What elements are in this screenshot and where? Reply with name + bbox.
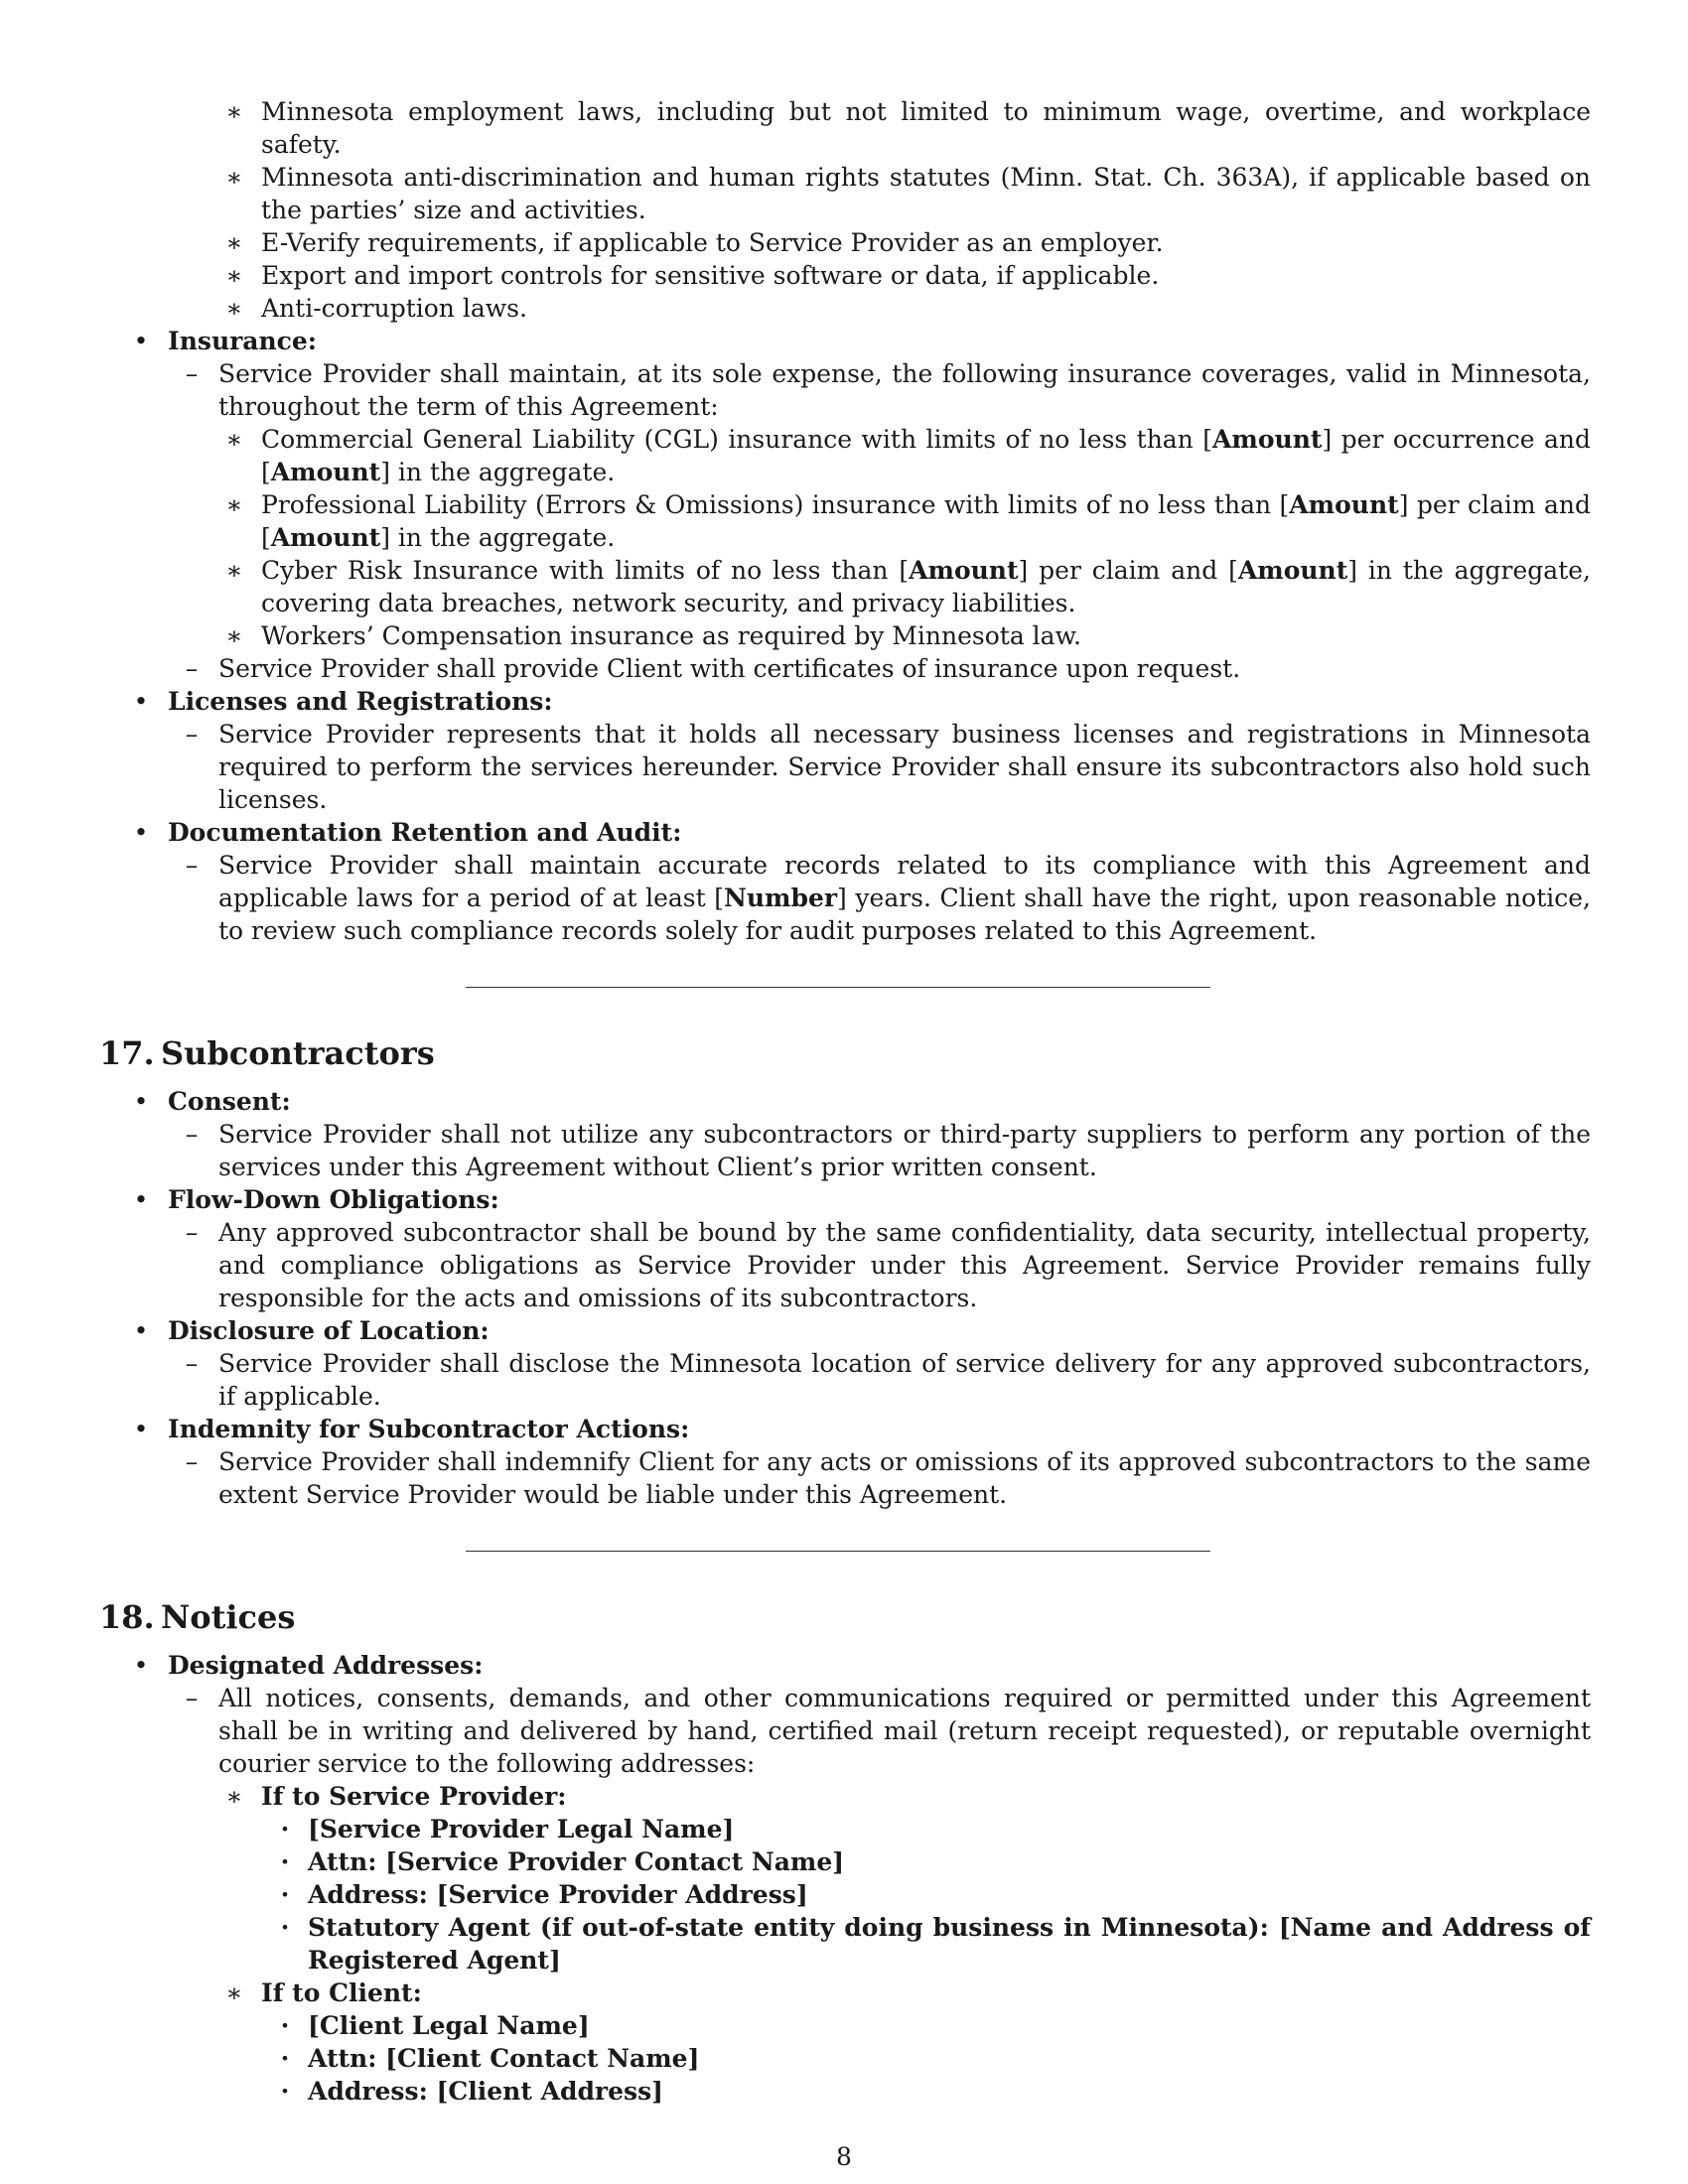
insurance-certificates: Service Provider shall provide Client with certificates of insurance upon request. xyxy=(218,654,1241,683)
dash-marker: – xyxy=(185,654,199,683)
dash-marker: – xyxy=(185,1349,199,1378)
documentation-text: years. Client shall have the right, upon reasonable notice, to review such compliance records solely for audit purposes related to this Agreement. xyxy=(218,884,1591,945)
bullet-marker: • xyxy=(133,687,149,716)
coverage-text: Cyber Risk Insurance with limits of no less than xyxy=(261,556,900,585)
dot-marker: · xyxy=(280,1815,290,1843)
coverage-text: Workers’ Compensation insurance as required by Minnesota law. xyxy=(261,621,1081,650)
clause-text-item xyxy=(159,1445,1591,1511)
address-text: [Service Provider Legal Name] xyxy=(308,1815,735,1843)
recipient-label: If to Client: xyxy=(261,1979,422,2007)
compliance-laws-subitem xyxy=(159,95,1591,325)
dot-marker: · xyxy=(280,1847,290,1876)
clause-heading: Indemnity for Subcontractor Actions: xyxy=(168,1415,690,1443)
subcontractor-clause xyxy=(99,1413,1591,1511)
bullet-marker: • xyxy=(133,1651,149,1680)
subcontractor-clause xyxy=(99,1183,1591,1314)
page-number: 8 xyxy=(836,2142,852,2171)
address-text: [Client Legal Name] xyxy=(308,2011,590,2040)
dot-marker: · xyxy=(280,1913,290,1942)
compliance-section-continued xyxy=(99,95,1591,947)
section-divider xyxy=(466,1551,1210,1552)
star-marker: ∗ xyxy=(225,97,243,126)
amount-placeholder: Amount xyxy=(270,523,381,552)
address-line xyxy=(261,1813,1591,1845)
dash-marker: – xyxy=(185,1218,199,1247)
coverage-text: per occurrence and xyxy=(1332,425,1591,454)
recipient-list xyxy=(210,1780,1591,2108)
compliance-law-text: Minnesota anti-discrimination and human rights statutes (Minn. Stat. Ch. 363A), if applicable based on the parties’ size and activities. xyxy=(261,163,1591,224)
compliance-law-item xyxy=(210,259,1591,292)
compliance-laws-sublist xyxy=(159,95,1591,325)
clause-text-item xyxy=(159,1682,1591,2108)
section-17-list xyxy=(99,1085,1591,1511)
licenses-heading: Licenses and Registrations: xyxy=(168,687,553,716)
coverage-text: Commercial General Liability (CGL) insurance with limits of no less than xyxy=(261,425,1203,454)
clause-text: Service Provider shall not utilize any subcontractors or third-party suppliers to perform any portion of the services under this Agreement without Client’s prior written consent. xyxy=(218,1120,1591,1181)
address-text: Attn: [Service Provider Contact Name] xyxy=(308,1847,845,1876)
compliance-law-item xyxy=(210,226,1591,259)
dash-marker: – xyxy=(185,1684,199,1712)
compliance-laws-list xyxy=(210,95,1591,325)
clause-heading: Consent: xyxy=(168,1087,291,1116)
address-line xyxy=(261,1878,1591,1911)
bullet-marker: • xyxy=(133,818,149,847)
dot-marker: · xyxy=(280,2044,290,2073)
coverage-cgl: ∗ Commercial General Liability (CGL) insurance with limits of no less than [Amount] per occurrence and [Amount] in the aggregate. xyxy=(225,425,1591,486)
dot-marker: · xyxy=(280,2011,290,2040)
compliance-law-text: Export and import controls for sensitive software or data, if applicable. xyxy=(261,261,1160,290)
bullet-marker: • xyxy=(133,1185,149,1214)
compliance-law-item xyxy=(210,292,1591,325)
amount-placeholder: Amount xyxy=(1237,556,1348,585)
section-17-heading xyxy=(99,1033,1591,1073)
clause-heading: Flow-Down Obligations: xyxy=(168,1185,499,1214)
documentation-text-item: – Service Provider shall maintain accurate records related to its compliance with this Agreement and applicable laws for a period of at least [Number] years. Client shall have the right, upon reasonable notice, to review such compliance records solely for audit purposes related to this Agreement. xyxy=(159,849,1591,947)
subcontractor-clause xyxy=(99,1314,1591,1413)
clause-heading: Designated Addresses: xyxy=(168,1651,484,1680)
insurance-heading: Insurance: xyxy=(168,327,318,355)
coverage-professional: ∗ Professional Liability (Errors & Omissions) insurance with limits of no less than [Amount] per claim and [Amount] in the aggregate. xyxy=(225,490,1591,552)
documentation-heading: Documentation Retention and Audit: xyxy=(168,818,682,847)
coverage-text: per claim and xyxy=(1028,556,1229,585)
star-marker: ∗ xyxy=(225,1782,243,1811)
section-divider xyxy=(466,987,1210,988)
address-lines xyxy=(261,1813,1591,1977)
address-text: Attn: [Client Contact Name] xyxy=(308,2044,700,2073)
amount-placeholder: Amount xyxy=(1212,425,1323,454)
section-number: 17. xyxy=(99,1034,155,1072)
star-marker: ∗ xyxy=(225,261,243,290)
designated-addresses-clause xyxy=(99,1649,1591,2108)
star-marker: ∗ xyxy=(225,1979,243,2007)
clause-text: All notices, consents, demands, and other communications required or permitted under this Agreement shall be in writing and delivered by hand, certified mail (return receipt requested), or reputable overnight courier service to the following addresses: xyxy=(218,1684,1591,1778)
address-line xyxy=(261,2075,1591,2108)
section-title: Subcontractors xyxy=(161,1034,435,1072)
insurance-certificates-item xyxy=(159,652,1591,685)
documentation-text: Service Provider shall maintain accurate records related to its compliance with this Agreement and applicable laws for a period of at least xyxy=(218,851,1591,912)
section-title: Notices xyxy=(161,1598,296,1636)
dot-marker: · xyxy=(280,2077,290,2106)
coverage-text: Professional Liability (Errors & Omissions) insurance with limits of no less than xyxy=(261,490,1280,519)
clause-text-item xyxy=(159,1216,1591,1314)
insurance-intro: Service Provider shall maintain, at its sole expense, the following insurance coverages, valid in Minnesota, throughout the term of this Agreement: xyxy=(218,359,1591,421)
number-placeholder: Number xyxy=(724,884,838,912)
star-marker: ∗ xyxy=(225,556,243,585)
recipient-service-provider xyxy=(210,1780,1591,1977)
star-marker: ∗ xyxy=(225,425,243,454)
coverage-workers-comp xyxy=(210,619,1591,652)
clause-heading: Disclosure of Location: xyxy=(168,1316,490,1345)
amount-placeholder: Amount xyxy=(1289,490,1399,519)
clause-sublist xyxy=(159,1118,1591,1183)
amount-placeholder: Amount xyxy=(270,458,381,486)
clause-sublist xyxy=(159,1216,1591,1314)
clause-text: Service Provider shall indemnify Client for any acts or omissions of its approved subcontractors to the same extent Service Provider would be liable under this Agreement. xyxy=(218,1447,1591,1509)
address-lines xyxy=(261,2009,1591,2108)
licenses-text: Service Provider represents that it holds all necessary business licenses and registrations in Minnesota required to perform the services hereunder. Service Provider shall ensure its subcontractors also hold such licenses. xyxy=(218,720,1591,814)
licenses-sublist xyxy=(159,718,1591,816)
clause-text-item xyxy=(159,1118,1591,1183)
dash-marker: – xyxy=(185,1120,199,1149)
address-line xyxy=(261,1845,1591,1878)
coverage-text: per claim and xyxy=(1408,490,1591,519)
dot-marker: · xyxy=(280,1880,290,1909)
compliance-law-text: Minnesota employment laws, including but not limited to minimum wage, overtime, and workplace safety. xyxy=(261,97,1591,159)
compliance-law-item xyxy=(210,95,1591,161)
clause-sublist xyxy=(159,1445,1591,1511)
clause-sublist xyxy=(159,1682,1591,2108)
dash-marker: – xyxy=(185,359,199,388)
document-page xyxy=(99,95,1591,2108)
address-text: Statutory Agent (if out-of-state entity doing business in Minnesota): [Name and Address of Registered Agent] xyxy=(308,1913,1591,1975)
clause-text: Service Provider shall disclose the Minnesota location of service delivery for any approved subcontractors, if applicable. xyxy=(218,1349,1591,1411)
bullet-marker: • xyxy=(133,1415,149,1443)
star-marker: ∗ xyxy=(225,163,243,192)
dash-marker: – xyxy=(185,720,199,749)
coverage-text: in the aggregate. xyxy=(389,523,616,552)
coverage-cyber: ∗ Cyber Risk Insurance with limits of no less than [Amount] per claim and [Amount] in the aggregate, covering data breaches, network security, and privacy liabilities. xyxy=(225,556,1592,617)
dash-marker: – xyxy=(185,1447,199,1476)
star-marker: ∗ xyxy=(225,490,243,519)
address-line xyxy=(261,1911,1591,1977)
clause-sublist xyxy=(159,1347,1591,1413)
bullet-marker: • xyxy=(133,1316,149,1345)
compliance-laws-item xyxy=(99,95,1591,325)
subcontractor-clause xyxy=(99,1085,1591,1183)
section-18-heading xyxy=(99,1597,1591,1637)
insurance-sublist xyxy=(159,357,1591,685)
coverage-text: in the aggregate. xyxy=(389,458,616,486)
clause-text-item xyxy=(159,1347,1591,1413)
licenses-text-item xyxy=(159,718,1591,816)
insurance-item xyxy=(99,325,1591,685)
licenses-item xyxy=(99,685,1591,816)
recipient-client xyxy=(210,1977,1591,2108)
bullet-marker: • xyxy=(133,327,149,355)
recipient-label: If to Service Provider: xyxy=(261,1782,567,1811)
documentation-sublist xyxy=(159,849,1591,947)
address-line xyxy=(261,2042,1591,2075)
coverage-text: in the aggregate, covering data breaches, network security, and privacy liabilities. xyxy=(261,556,1592,617)
star-marker: ∗ xyxy=(225,228,243,257)
dash-marker: – xyxy=(185,851,199,880)
clause-text: Any approved subcontractor shall be bound by the same confidentiality, data security, intellectual property, and compliance obligations as Service Provider under this Agreement. Service Provider remains fully responsible for the acts and omissions of its subcontractors. xyxy=(218,1218,1591,1312)
bullet-marker: • xyxy=(133,1087,149,1116)
star-marker: ∗ xyxy=(225,621,243,650)
compliance-law-text: Anti-corruption laws. xyxy=(261,294,527,323)
section-number: 18. xyxy=(99,1598,155,1636)
address-text: Address: [Client Address] xyxy=(308,2077,663,2106)
section-18-list xyxy=(99,1649,1591,2108)
documentation-item xyxy=(99,816,1591,947)
address-text: Address: [Service Provider Address] xyxy=(308,1880,808,1909)
star-marker: ∗ xyxy=(225,294,243,323)
compliance-law-text: E-Verify requirements, if applicable to Service Provider as an employer. xyxy=(261,228,1164,257)
amount-placeholder: Amount xyxy=(909,556,1019,585)
address-line xyxy=(261,2009,1591,2042)
insurance-intro-item xyxy=(159,357,1591,652)
insurance-coverages-list xyxy=(210,423,1591,652)
compliance-law-item xyxy=(210,161,1591,226)
